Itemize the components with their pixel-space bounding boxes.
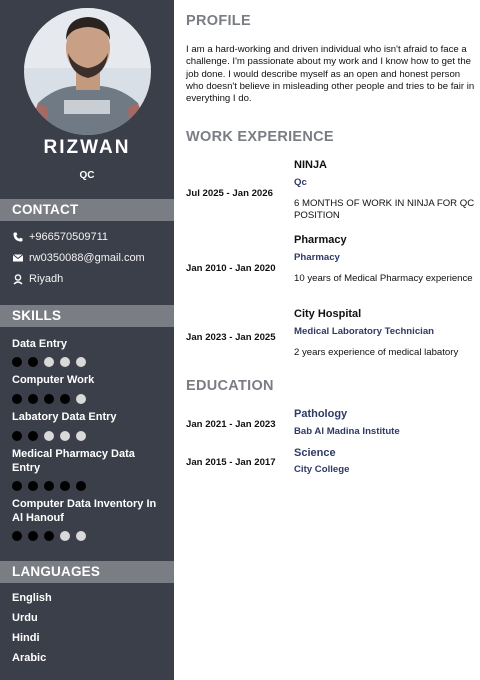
contact-email[interactable] (12, 252, 145, 264)
main-content (186, 0, 476, 680)
education-school: Bab Al Madina Institute (294, 426, 400, 437)
profile-heading: PROFILE (186, 13, 251, 29)
skill-rating (12, 431, 92, 441)
language-item: English (12, 592, 52, 604)
profile-text: I am a hard-working and driven individual who isn't afraid to face a challenge. I'm passionate about my work and I know how to get the job done. I would describe myself as an open and honest person who doesn't believe in misleading other people and tries to be fair in everything I do. (186, 44, 475, 105)
education-degree: Science (294, 447, 336, 459)
language-item: Arabic (12, 652, 47, 664)
job-title: NINJA (294, 159, 328, 171)
rating-dot (12, 394, 22, 404)
rating-dot (28, 394, 38, 404)
skill-rating (12, 481, 92, 491)
job-description: 10 years of Medical Pharmacy experience (294, 273, 473, 284)
rating-dot (76, 431, 86, 441)
rating-dot (44, 357, 54, 367)
job-position: Pharmacy (294, 252, 340, 263)
email-text: rw0350088@gmail.com (29, 252, 145, 264)
languages-heading: LANGUAGES (0, 561, 174, 583)
job-position: Qc (294, 177, 307, 188)
education-heading: EDUCATION (186, 378, 274, 394)
education-dates: Jan 2015 - Jan 2017 (186, 457, 276, 468)
avatar (24, 8, 151, 135)
education-school: City College (294, 464, 350, 475)
skill-label: Labatory Data Entry (12, 411, 117, 423)
sidebar (0, 0, 174, 680)
rating-dot (60, 531, 70, 541)
skills-heading: SKILLS (0, 305, 174, 327)
rating-dot (28, 431, 38, 441)
email-icon (12, 252, 24, 264)
work-heading: WORK EXPERIENCE (186, 129, 334, 145)
candidate-role: QC (79, 170, 95, 181)
location-text: Riyadh (29, 273, 64, 285)
rating-dot (76, 531, 86, 541)
rating-dot (28, 481, 38, 491)
job-dates: Jan 2023 - Jan 2025 (186, 332, 276, 343)
rating-dot (60, 394, 70, 404)
skill-label: Computer Data Inventory In Al Hanouf (12, 498, 157, 524)
rating-dot (76, 357, 86, 367)
education-dates: Jan 2021 - Jan 2023 (186, 419, 276, 430)
phone-icon (12, 231, 24, 243)
rating-dot (28, 531, 38, 541)
rating-dot (44, 394, 54, 404)
rating-dot (60, 431, 70, 441)
job-title: Pharmacy (294, 234, 347, 246)
job-title: City Hospital (294, 308, 362, 320)
rating-dot (44, 481, 54, 491)
language-item: Hindi (12, 632, 40, 644)
candidate-name: RIZWAN (43, 137, 131, 158)
skill-label: Computer Work (12, 374, 95, 386)
location-icon (12, 273, 24, 285)
rating-dot (76, 394, 86, 404)
contact-phone[interactable] (12, 231, 108, 243)
rating-dot (44, 431, 54, 441)
rating-dot (60, 481, 70, 491)
profile-photo (24, 8, 151, 135)
skill-label: Data Entry (12, 338, 68, 350)
rating-dot (60, 357, 70, 367)
rating-dot (76, 481, 86, 491)
contact-heading: CONTACT (0, 199, 174, 221)
phone-text: +966570509711 (29, 231, 109, 243)
rating-dot (12, 531, 22, 541)
rating-dot (28, 357, 38, 367)
language-item: Urdu (12, 612, 38, 624)
education-degree: Pathology (294, 408, 348, 420)
job-description: 2 years experience of medical labatory (294, 347, 459, 358)
job-position: Medical Laboratory Technician (294, 326, 435, 337)
skill-rating (12, 357, 92, 367)
skill-label: Medical Pharmacy Data Entry (12, 448, 135, 474)
rating-dot (12, 431, 22, 441)
skill-rating (12, 394, 92, 404)
job-dates: Jul 2025 - Jan 2026 (186, 188, 273, 199)
rating-dot (44, 531, 54, 541)
contact-location (12, 273, 63, 285)
rating-dot (12, 481, 22, 491)
rating-dot (12, 357, 22, 367)
job-description: 6 MONTHS OF WORK IN NINJA FOR QC POSITION (294, 198, 475, 221)
job-dates: Jan 2010 - Jan 2020 (186, 263, 276, 274)
skill-rating (12, 531, 92, 541)
